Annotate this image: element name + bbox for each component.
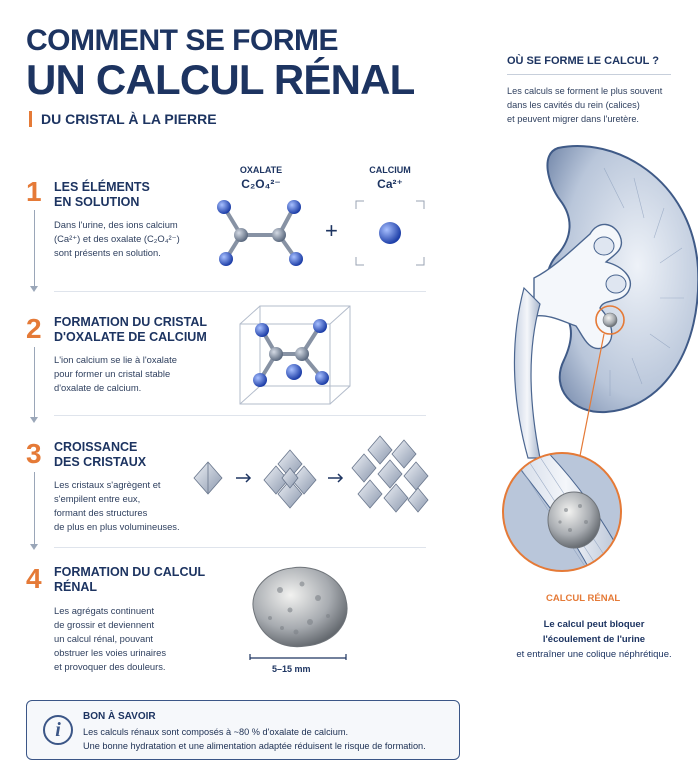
right-panel-text: Les calculs se forment le plus souvent dans les cavités du rein (calices) et peuvent migrer dans l'uretère. [507, 86, 663, 124]
calcium-label: CALCIUM [369, 165, 411, 175]
step-arrow [30, 417, 38, 423]
info-icon: i [43, 715, 73, 745]
subtitle-accent-bar [29, 111, 32, 127]
step-4-text: Les agrégats continuent de grossir et deviennent un calcul rénal, pouvant obstruer les voies urinaires et provoquer des douleurs. [54, 605, 167, 672]
right-panel-rule [507, 74, 671, 75]
kidney-illustration [494, 138, 698, 588]
step-3-text: Les cristaux s'agrègent et s'empilent entre eux, formant des structures de plus en plus volumineuses. [54, 479, 180, 532]
step-arrow [30, 544, 38, 550]
plus-sign: + [325, 218, 338, 243]
info-line-2: Une bonne hydratation et une alimentation adaptée réduisent le risque de formation. [83, 741, 426, 751]
step-2-text: L'ion calcium se lie à l'oxalate pour former un cristal stable d'oxalate de calcium. [54, 354, 177, 393]
right-panel-caption [496, 617, 692, 662]
caption-line-3: et entraîner une colique néphrétique. [516, 649, 672, 660]
crystal-growth-icon [192, 432, 432, 522]
oxalate-formula: C₂O₄²⁻ [241, 177, 281, 191]
step-1-text: Dans l'urine, des ions calcium (Ca²⁺) et des oxalate (C₂O₄²⁻) sont présents en solution. [54, 219, 180, 258]
calcul-renal-label: CALCUL RÉNAL [546, 593, 621, 604]
step-1-title: LES ÉLÉMENTS EN SOLUTION [54, 180, 150, 209]
step-1-number: 1 [26, 176, 42, 207]
info-title: BON À SAVOIR [83, 711, 156, 722]
caption-line-1: Le calcul peut bloquer [543, 619, 645, 630]
kidney-stone-icon [240, 560, 356, 660]
caption-line-2: l'écoulement de l'urine [542, 634, 646, 645]
step-3-number: 3 [26, 438, 42, 469]
title-line-2: UN CALCUL RÉNAL [26, 56, 415, 103]
right-panel-title: OÙ SE FORME LE CALCUL ? [507, 55, 659, 67]
stone-size-label: 5–15 mm [272, 664, 311, 674]
title-line-1: COMMENT SE FORME [26, 24, 338, 57]
oxalate-molecule-icon [210, 195, 310, 270]
step-connector [34, 472, 35, 544]
step-connector [34, 210, 35, 286]
step-connector [34, 347, 35, 417]
calcium-ion-icon [354, 199, 426, 267]
info-box [26, 700, 460, 760]
step-arrow [30, 286, 38, 292]
calcium-formula: Ca²⁺ [377, 177, 403, 191]
subtitle: DU CRISTAL À LA PIERRE [41, 111, 217, 127]
step-4-number: 4 [26, 563, 42, 594]
step-3-title: CROISSANCE DES CRISTAUX [54, 440, 147, 469]
divider [54, 291, 426, 292]
crystal-lattice-icon [234, 302, 358, 410]
divider [54, 415, 426, 416]
info-line-1: Les calculs rénaux sont composés à ~80 % d'oxalate de calcium. [83, 727, 349, 737]
divider [54, 547, 426, 548]
step-2-title: FORMATION DU CRISTAL D'OXALATE DE CALCIUM [54, 315, 207, 344]
oxalate-label: OXALATE [239, 165, 283, 175]
step-2-number: 2 [26, 313, 42, 344]
step-4-title: FORMATION DU CALCUL RÉNAL [54, 565, 206, 594]
